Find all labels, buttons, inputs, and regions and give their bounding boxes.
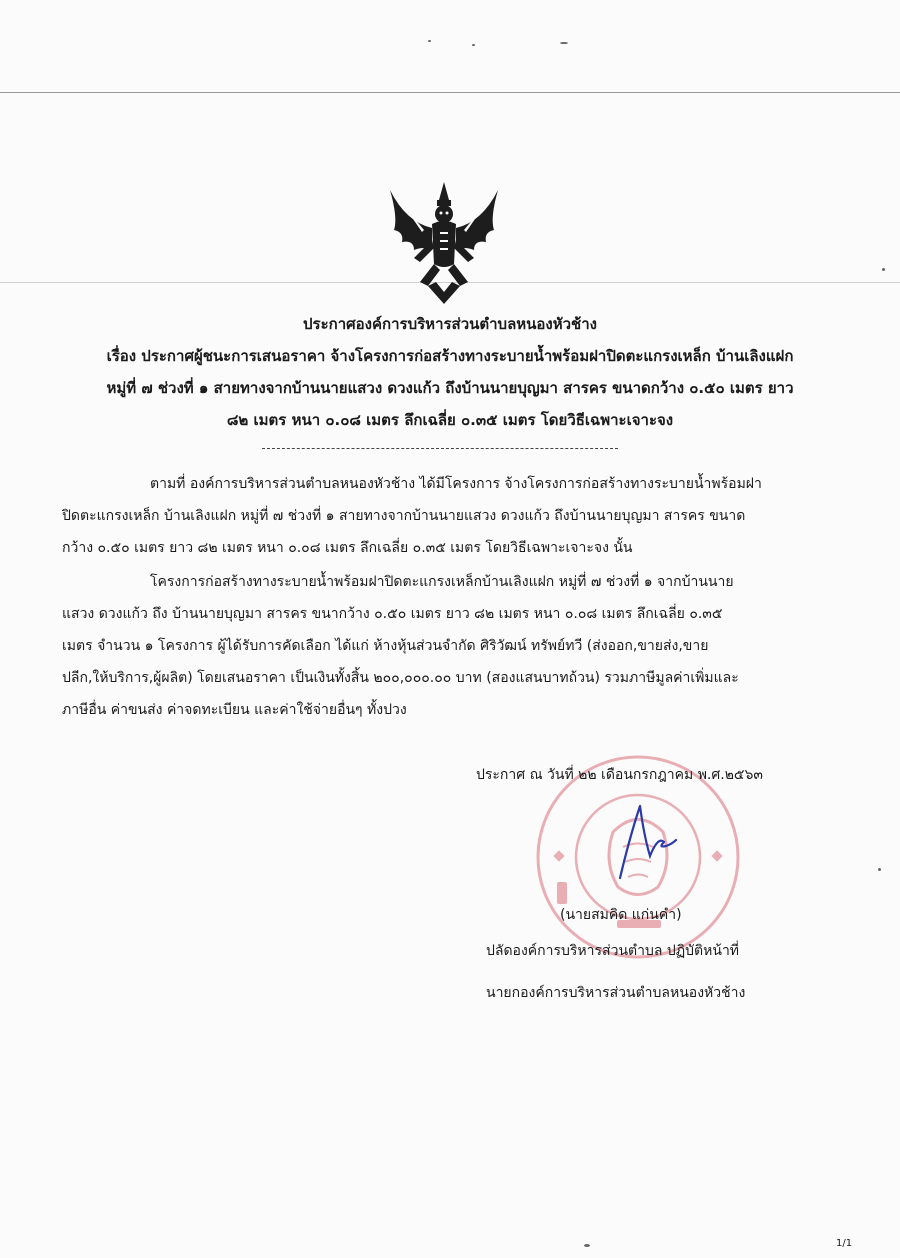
title-block <box>40 308 860 436</box>
signer-title: นายกองค์การบริหารส่วนตำบลหนองหัวช้าง <box>486 985 746 1001</box>
signer-title: ปลัดองค์การบริหารส่วนตำบล ปฏิบัติหน้าที่ <box>486 943 740 959</box>
scan-speck <box>878 868 881 871</box>
paragraph-award <box>62 566 822 726</box>
paragraph-line: ภาษีอื่น ค่าขนส่ง ค่าจดทะเบียน และค่าใช้จ่ายอื่นๆ ทั้งปวง <box>62 702 407 718</box>
paragraph-line: ปิดตะแกรงเหล็ก บ้านเลิงแฝก หมู่ที่ ๗ ช่วงที่ ๑ สายทางจากบ้านนายแสวง ดวงแก้ว ถึงบ้านนายบุญมา สารคร ขนาด <box>62 508 746 524</box>
paragraph-line: เมตร จำนวน ๑ โครงการ ผู้ได้รับการคัดเลือก ได้แก่ ห้างหุ้นส่วนจำกัด ศิริวัฒน์ ทรัพย์ทวี (ส่งออก,ขายส่ง,ขาย <box>62 638 709 654</box>
paragraph-line: กว้าง ๐.๕๐ เมตร ยาว ๘๒ เมตร หนา ๐.๐๘ เมตร ลึกเฉลี่ย ๐.๓๕ เมตร โดยวิธีเฉพาะเจาะจง นั้น <box>62 540 633 556</box>
signature-icon <box>600 796 690 886</box>
paragraph-intro <box>62 468 822 564</box>
garuda-emblem-icon <box>384 178 504 308</box>
scan-speck <box>560 42 568 44</box>
scan-speck <box>428 40 431 42</box>
announcement-title: ประกาศองค์การบริหารส่วนตำบลหนองหัวช้าง <box>303 315 597 333</box>
paragraph-line: ปลีก,ให้บริการ,ผู้ผลิต) โดยเสนอราคา เป็นเงินทั้งสิ้น ๒๐๐,๐๐๐.๐๐ บาท (สองแสนบาทถ้วน) รวมภาษีมูลค่าเพิ่มและ <box>62 670 739 686</box>
signer-name: (นายสมคิด แก่นคำ) <box>560 907 682 923</box>
scan-speck <box>472 44 475 46</box>
page-number: 1/1 <box>836 1238 853 1249</box>
paragraph-line: โครงการก่อสร้างทางระบายน้ำพร้อมฝาปิดตะแกรงเหล็กบ้านเลิงแฝก หมู่ที่ ๗ ช่วงที่ ๑ จากบ้านนาย <box>150 574 734 590</box>
announcement-date: ประกาศ ณ วันที่ ๒๒ เดือนกรกฎาคม พ.ศ.๒๕๖๓ <box>476 767 763 783</box>
subject-line: เรื่อง ประกาศผู้ชนะการเสนอราคา จ้างโครงการก่อสร้างทางระบายน้ำพร้อมฝาปิดตะแกรงเหล็ก บ้านเลิงแฝก <box>106 347 794 365</box>
paragraph-line: แสวง ดวงแก้ว ถึง บ้านนายบุญมา สารคร ขนากว้าง ๐.๕๐ เมตร ยาว ๘๒ เมตร หนา ๐.๐๘ เมตร ลึกเฉลี่ย ๐.๓๕ <box>62 606 723 622</box>
scan-line <box>0 92 900 93</box>
separator-line <box>262 448 618 449</box>
scan-speck <box>584 1244 590 1247</box>
subject-line: ๘๒ เมตร หนา ๐.๐๘ เมตร ลึกเฉลี่ย ๐.๓๕ เมตร โดยวิธีเฉพาะเจาะจง <box>226 411 674 429</box>
subject-line: หมู่ที่ ๗ ช่วงที่ ๑ สายทางจากบ้านนายแสวง ดวงแก้ว ถึงบ้านนายบุญมา สารคร ขนาดกว้าง ๐.๕๐ เมตร ยาว <box>106 379 794 397</box>
scan-speck <box>882 268 885 271</box>
paragraph-line: ตามที่ องค์การบริหารส่วนตำบลหนองหัวช้าง ได้มีโครงการ จ้างโครงการก่อสร้างทางระบายน้ำพร้อมฝา <box>150 476 762 492</box>
